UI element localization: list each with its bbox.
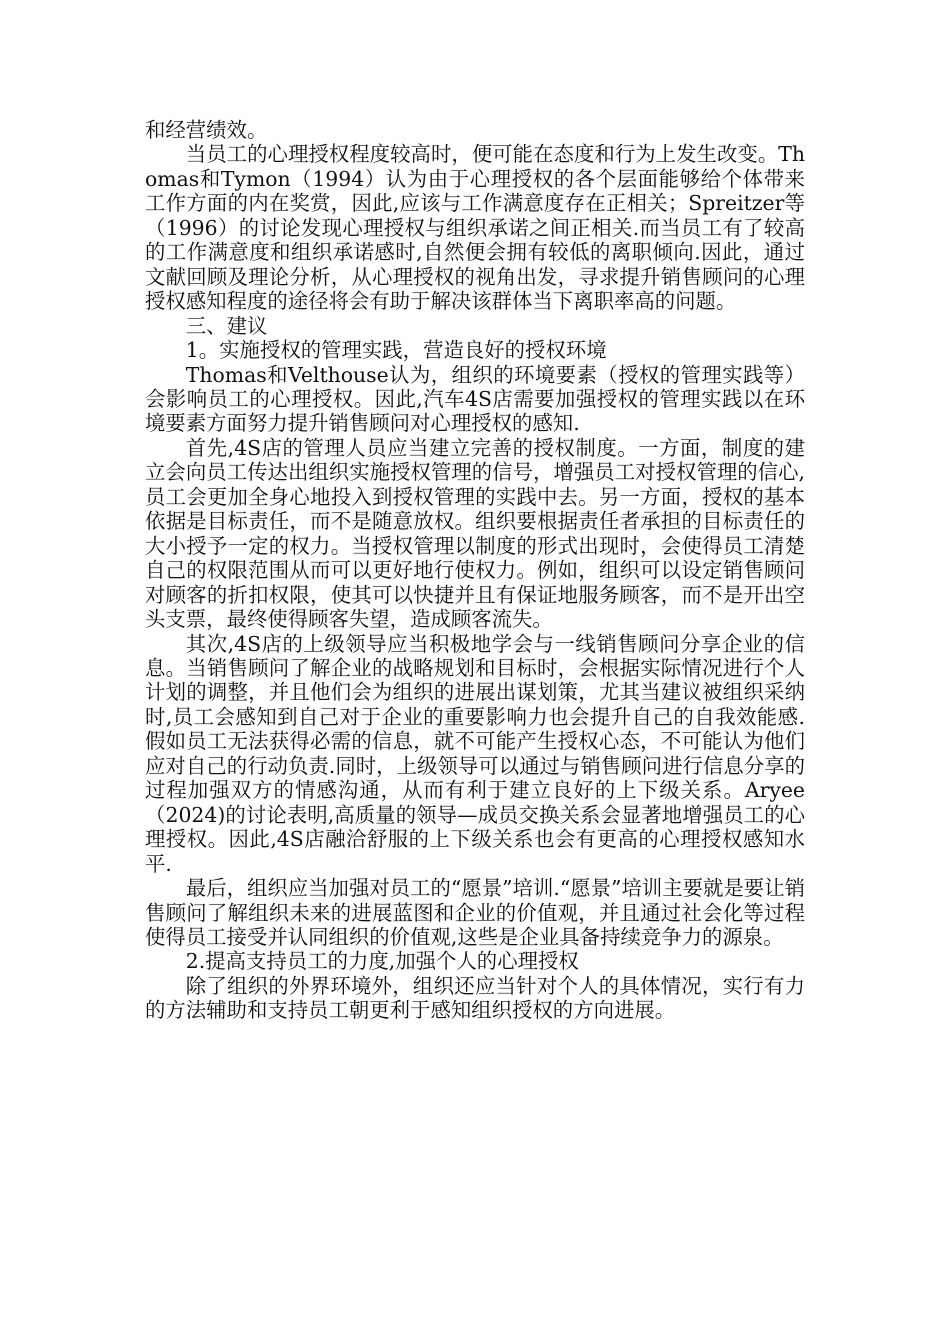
paragraph-last: 最后，组织应当加强对员工的“愿景”培训.“愿景”培训主要就是要让销售顾问了解组织未来的进展蓝图和企业的价值观，并且通过社会化等过程使得员工接受并认同组织的价值观,这些是企业具备持续竞争力的源泉。 [145,876,805,949]
section-heading-suggestions: 三、建议 [185,313,268,338]
paragraph-continuation: 和经营绩效。 [145,118,268,142]
subheading-1: 1。实施授权的管理实践，营造良好的授权环境 [185,338,607,363]
paragraph-first: 首先,4S店的管理人员应当建立完善的授权制度。一方面，制度的建立会向员工传达出组织实施授权管理的信号，增强员工对授权管理的信心,员工会更加全身心地投入到授权管理的实践中去。另一方面，授权的基本依据是目标责任，而不是随意放权。组织要根据责任者承担的目标责任的大小授予一定的权力。当授权管理以制度的形式出现时，会使得员工清楚自己的权限范围从而可以更好地行使权力。例如，组织可以设定销售顾问对顾客的折扣权限，使其可以快捷并且有保证地服务顾客，而不是开出空头支票，最终使得顾客失望，造成顾客流失。 [145,435,805,632]
document-page [145,118,805,1023]
paragraph-thomas-velthouse: Thomas和Velthouse认为，组织的环境要素（授权的管理实践等）会影响员工的心理授权。因此,汽车4S店需要加强授权的管理实践以在环境要素方面努力提升销售顾问对心理授权的感知. [145,362,805,436]
paragraph-individual-support: 除了组织的外界环境外，组织还应当针对个人的具体情况，实行有力的方法辅助和支持员工朝更利于感知组织授权的方向进展。 [145,973,805,1023]
paragraph-psychological-empowerment: 当员工的心理授权程度较高时，便可能在态度和行为上发生改变。Thomas和Tymon（1994）认为由于心理授权的各个层面能够给个体带来工作方面的内在奖赏，因此,应该与工作满意度存在正相关；Spreitzer等（1996）的讨论发现心理授权与组织承诺之间正相关.而当员工有了较高的工作满意度和组织承诺感时,自然便会拥有较低的离职倾向.因此，通过文献回顾及理论分析，从心理授权的视角出发，寻求提升销售顾问的心理授权感知程度的途径将会有助于解决该群体当下离职率高的问题。 [145,142,805,314]
subheading-2: 2.提高支持员工的力度,加强个人的心理授权 [185,949,579,974]
paragraph-second: 其次,4S店的上级领导应当积极地学会与一线销售顾问分享企业的信息。当销售顾问了解企业的战略规划和目标时，会根据实际情况进行个人计划的调整，并且他们会为组织的进展出谋划策，尤其当建议被组织采纳时,员工会感知到自己对于企业的重要影响力也会提升自己的自我效能感.假如员工无法获得必需的信息，就不可能产生授权心态，不可能认为他们应对自己的行动负责.同时，上级领导可以通过与销售顾问进行信息分享的过程加强双方的情感沟通，从而有利于建立良好的上下级关系。Aryee（2024)的讨论表明,高质量的领导—成员交换关系会显著地增强员工的心理授权。因此,4S店融洽舒服的上下级关系也会有更高的心理授权感知水平. [145,631,805,876]
